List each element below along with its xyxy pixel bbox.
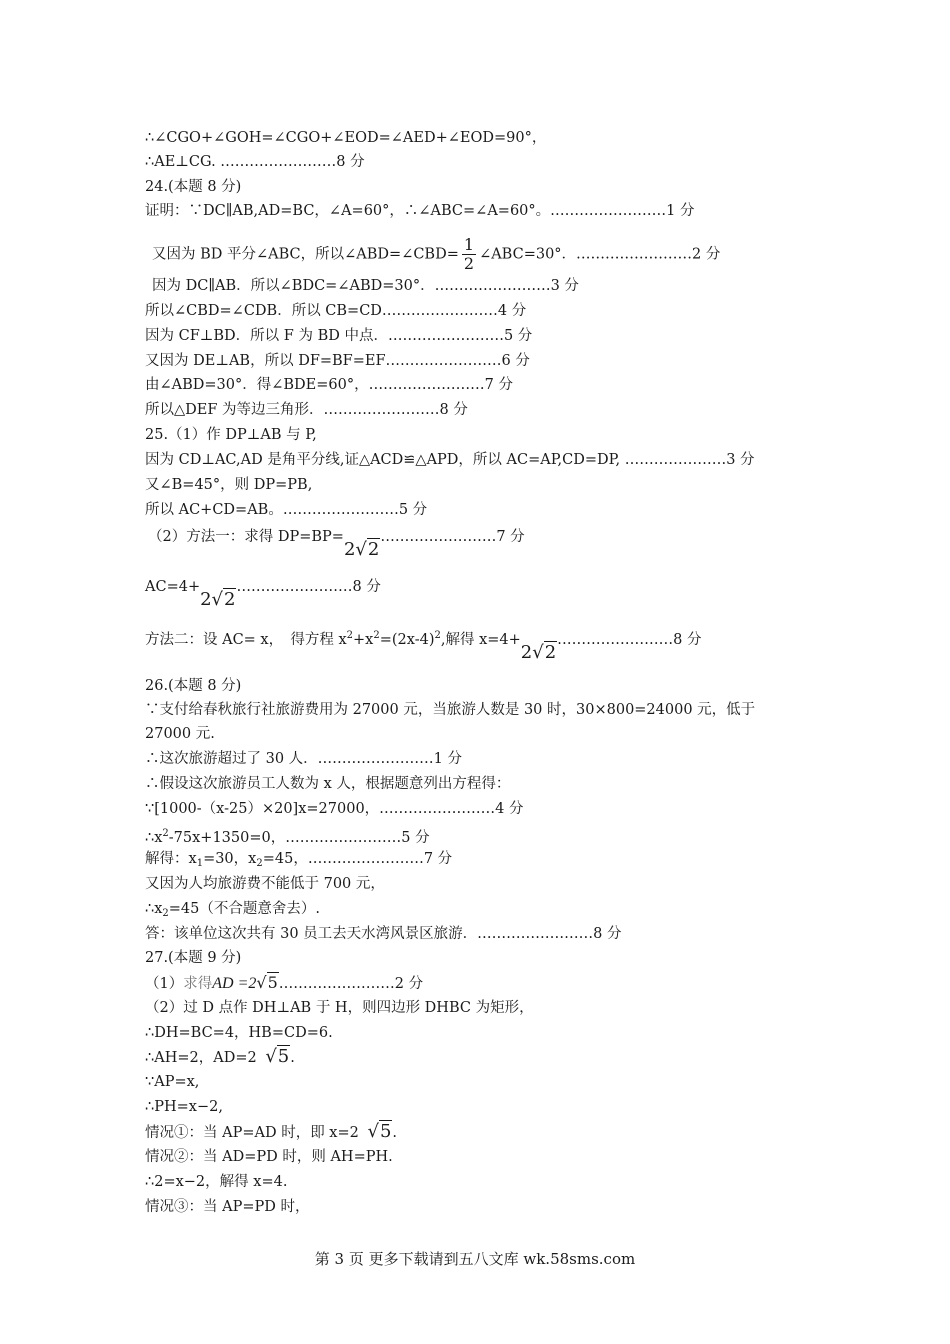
text-line: 又∠B=45°，则 DP=PB, [145,477,313,493]
superscript: 2 [434,630,441,641]
radicand: 5 [277,1046,290,1067]
radical-sign: √ [256,973,267,992]
text-line: ∴假设这次旅游员工人数为 x 人，根据题意列出方程得： [145,776,511,792]
text-segment: =45（不合题意舍去）. [168,901,320,917]
text-line [145,626,702,663]
subscript: 2 [162,908,169,919]
radicand: 5 [379,1121,392,1142]
text-segment: AC=4+ [145,579,201,595]
text-segment: ∠ABC=30°．……………………2 分 [479,246,721,263]
text-line: ∴DH=BC=4，HB=CD=6. [145,1025,333,1041]
text-line: 所以∠CBD=∠CDB．所以 CB=CD……………………4 分 [145,303,527,319]
text-segment: ……………………2 分 [278,976,424,992]
text-segment: 求得 [183,976,213,992]
text-segment: ……………………7 分 [380,529,525,545]
square-root [355,540,380,560]
square-root [256,973,278,993]
coefficient: 2 [200,589,212,610]
text-line: 因为 DC∥AB．所以∠BDC=∠ABD=30°．……………………3 分 [152,278,579,294]
text-segment: 情况①：当 AP=AD 时，即 x=2 [145,1125,359,1141]
radical-sign: √ [532,642,544,663]
radical-sign: √ [211,589,224,610]
text-line [145,824,430,848]
text-line [152,236,720,273]
radical-sign: √ [265,1046,277,1067]
text-segment: =45，……………………7 分 [262,851,453,867]
text-line: ∴AE⊥CG. ……………………8 分 [145,154,365,170]
problem-heading: 27.(本题 9 分) [145,950,242,966]
math-expression [200,589,236,610]
fraction [462,236,476,273]
fraction-denominator: 2 [463,254,475,273]
text-segment: ……………………8 分 [557,632,702,648]
problem-heading: 24.(本题 8 分) [145,179,242,195]
radical-sign: √ [355,539,367,560]
text-segment: . [392,1125,398,1141]
superscript: 2 [346,630,354,641]
text-line: ∵支付给春秋旅行社旅游费用为 27000 元，当旅游人数是 30 时，30×800=24000 元，低于 [145,702,756,718]
coefficient: 2 [343,539,356,560]
text-line [145,576,381,610]
square-root [367,1122,392,1142]
radicand: 5 [267,973,278,992]
text-line: 因为 CD⊥AC,AD 是角平分线,证△ACD≌△APD，所以 AC=AP,CD=DP, …………………3 分 [145,452,755,468]
text-line: 所以△DEF 为等边三角形．……………………8 分 [145,402,468,418]
text-line: 27000 元. [145,726,215,742]
text-line: 又因为 DE⊥AB，所以 DF=BF=EF……………………6 分 [145,353,530,369]
text-segment: 解得：x [145,851,197,867]
math-expression [344,539,380,560]
text-line: 答：该单位这次共有 30 员工去天水湾风景区旅游．……………………8 分 [145,926,622,942]
text-line: 情况③：当 AP=PD 时， [145,1199,310,1215]
text-segment: +x [353,632,374,648]
text-segment: ……………………8 分 [236,579,381,595]
superscript: 2 [373,630,380,641]
radical-sign: √ [367,1121,379,1142]
text-line [145,899,320,924]
square-root [265,1047,290,1067]
text-line [145,849,452,874]
text-line: 情况②：当 AD=PD 时，则 AH=PH. [145,1149,393,1165]
text-segment: ∴AH=2，AD=2 [145,1050,257,1066]
text-segment: =30，x [203,851,257,867]
text-line: 因为 CF⊥BD．所以 F 为 BD 中点．……………………5 分 [145,328,533,344]
text-segment: ∴x [145,830,163,846]
text-line [145,1122,397,1143]
coefficient: 2 [520,642,533,663]
text-line: ∵[1000-（x-25）×20]x=27000，……………………4 分 [145,801,524,817]
square-root [532,643,557,663]
text-segment: （2）方法一：求得 DP=BP= [148,529,344,545]
text-segment: . [290,1050,295,1066]
page-footer: 第 3 页 更多下载请到五八文库 wk.58sms.com [314,1250,636,1268]
text-line: 由∠ABD=30°．得∠BDE=60°，……………………7 分 [145,377,513,393]
subscript: 1 [196,858,204,869]
text-line: 所以 AC+CD=AB。……………………5 分 [145,502,428,518]
text-segment: （1） [145,976,184,992]
text-segment: -75x+1350=0，……………………5 分 [168,830,430,846]
text-line: 又因为人均旅游费不能低于 700 元， [145,876,385,892]
problem-heading: 25.（1）作 DP⊥AB 与 P, [145,427,317,443]
text-line [145,1047,295,1068]
text-segment: 方法二：设 AC= x， 得方程 x [145,632,347,648]
text-line [145,973,423,994]
radicand: 2 [367,539,380,560]
fraction-numerator: 1 [463,235,475,254]
problem-heading: 26.(本题 8 分) [145,678,242,694]
text-line: ∴2=x−2，解得 x=4. [145,1174,288,1190]
text-line: ∵AP=x, [145,1074,200,1090]
text-line: ∴PH=x−2, [145,1099,223,1115]
subscript: 2 [256,858,263,869]
text-segment: ,解得 x=4+ [440,632,521,648]
text-line: ∴∠CGO+∠GOH=∠CGO+∠EOD=∠AED+∠EOD=90°， [145,130,547,146]
text-line: （2）过 D 点作 DH⊥AB 于 H，则四边形 DHBC 为矩形， [145,1000,534,1016]
text-segment: =(2x-4) [379,632,435,648]
text-segment: 又因为 BD 平分∠ABC，所以∠ABD=∠CBD= [152,246,459,263]
math-expression: AD =2 [212,975,257,992]
radicand: 2 [224,589,236,610]
text-line: 证明：∵DC∥AB,AD=BC，∠A=60°，∴∠ABC=∠A=60°。……………………1 分 [145,203,695,219]
math-expression [521,642,557,663]
superscript: 2 [162,828,169,839]
text-line [148,526,525,560]
text-line: ∴这次旅游超过了 30 人．……………………1 分 [145,751,463,767]
square-root [212,590,237,610]
radicand: 2 [544,642,557,663]
text-segment: ∴x [145,901,163,917]
